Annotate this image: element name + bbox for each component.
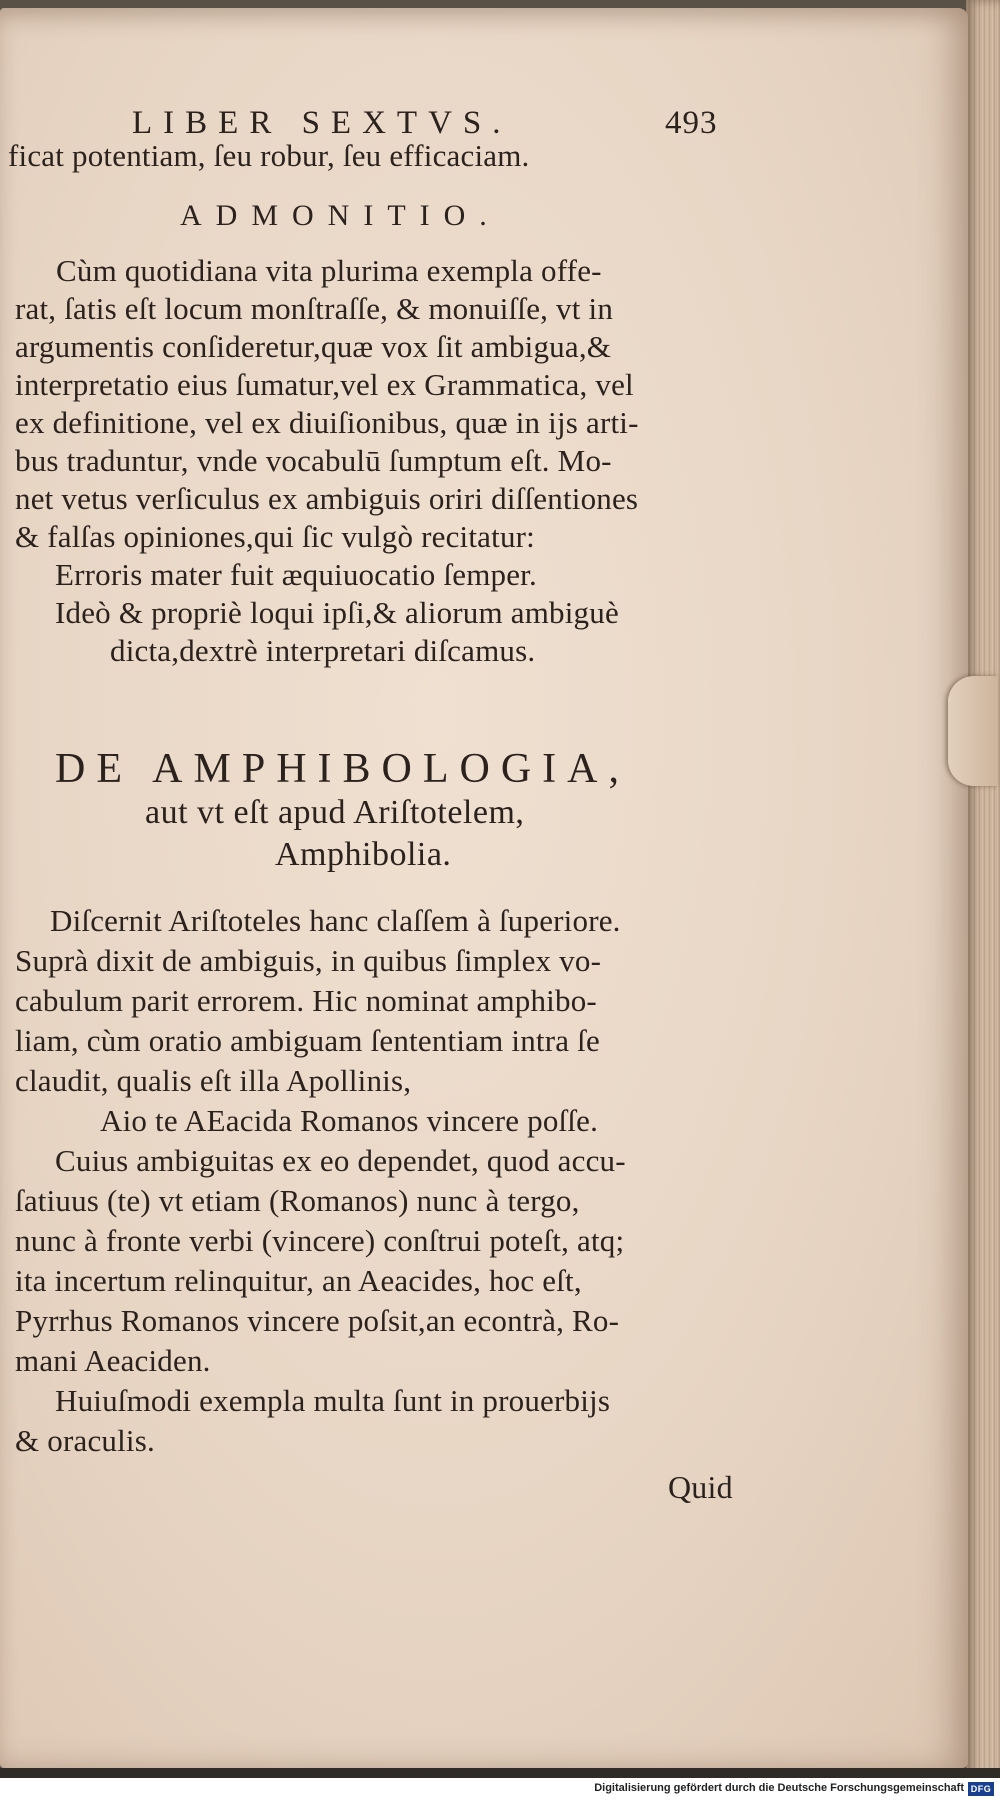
text-line: & falſas opiniones,qui ſic vulgò recitatur:	[15, 519, 535, 554]
clasp-tab	[948, 676, 998, 786]
text-line: claudit, qualis eſt illa Apollinis,	[15, 1063, 412, 1098]
page-number: 493	[665, 105, 718, 141]
page-edges	[966, 0, 1000, 1801]
footer-credit: Digitalisierung gefördert durch die Deutsche Forschungsgemeinschaft	[594, 1782, 964, 1794]
section-heading-admonitio: ADMONITIO.	[180, 199, 501, 232]
text-line: & oraculis.	[15, 1423, 155, 1458]
text-line: Cuius ambiguitas ex eo dependet, quod accu-	[55, 1143, 626, 1178]
text-line: ex definitione, vel ex diuiſionibus, quæ in ijs arti-	[15, 405, 639, 440]
text-line: Ideò & propriè loqui ipſi,& aliorum ambiguè	[55, 595, 619, 630]
verse-line: Aio te AEacida Romanos vincere poſſe.	[100, 1103, 599, 1138]
text-line: argumentis conſideretur,quæ vox ſit ambigua,&	[15, 329, 612, 364]
text-line: net vetus verſiculus ex ambiguis oriri diſſentiones	[15, 481, 639, 516]
footer-bar	[0, 1778, 1000, 1801]
verse-line: Erroris mater fuit æquiuocatio ſemper.	[55, 557, 537, 592]
dfg-logo-icon: DFG	[968, 1782, 994, 1796]
text-line: interpretatio eius ſumatur,vel ex Grammatica, vel	[15, 367, 634, 402]
text-line: nunc à fronte verbi (vincere) conſtrui poteſt, atq;	[15, 1223, 625, 1258]
text-line: bus traduntur, vnde vocabulū ſumptum eſt. Mo-	[15, 443, 612, 478]
text-line: dicta,dextrè interpretari diſcamus.	[110, 633, 536, 668]
running-head: LIBER SEXTVS.	[132, 105, 512, 141]
text-line: Huiuſmodi exempla multa ſunt in prouerbijs	[55, 1383, 611, 1418]
text-line: mani Aeaciden.	[15, 1343, 211, 1378]
text-line: cabulum parit errorem. Hic nominat amphibo-	[15, 983, 597, 1018]
text-line: Suprà dixit de ambiguis, in quibus ſimplex vo-	[15, 943, 602, 978]
chapter-heading: DE AMPHIBOLOGIA,	[55, 746, 630, 792]
text-line: rat, ſatis eſt locum monſtraſſe, & monuiſſe, vt in	[15, 291, 614, 326]
text-line: Cùm quotidiana vita plurima exempla offe-	[56, 253, 602, 288]
text-line: ſatiuus (te) vt etiam (Romanos) nunc à tergo,	[15, 1183, 580, 1218]
page-paper	[0, 8, 968, 1768]
scan-bottom-edge	[0, 1768, 1000, 1778]
text-line: liam, cùm oratio ambiguam ſententiam intra ſe	[15, 1023, 600, 1058]
text-line: Pyrrhus Romanos vincere poſsit,an econtrà, Ro-	[15, 1303, 620, 1338]
chapter-subheading: Amphibolia.	[275, 836, 452, 873]
chapter-subheading: aut vt eſt apud Ariſtotelem,	[145, 794, 525, 831]
catchword: Quid	[668, 1469, 733, 1505]
text-line: Diſcernit Ariſtoteles hanc claſſem à ſuperiore.	[50, 903, 621, 938]
text-line: ita incertum relinquitur, an Aeacides, hoc eſt,	[15, 1263, 582, 1298]
text-line: ficat potentiam, ſeu robur, ſeu efficaciam.	[8, 138, 530, 173]
